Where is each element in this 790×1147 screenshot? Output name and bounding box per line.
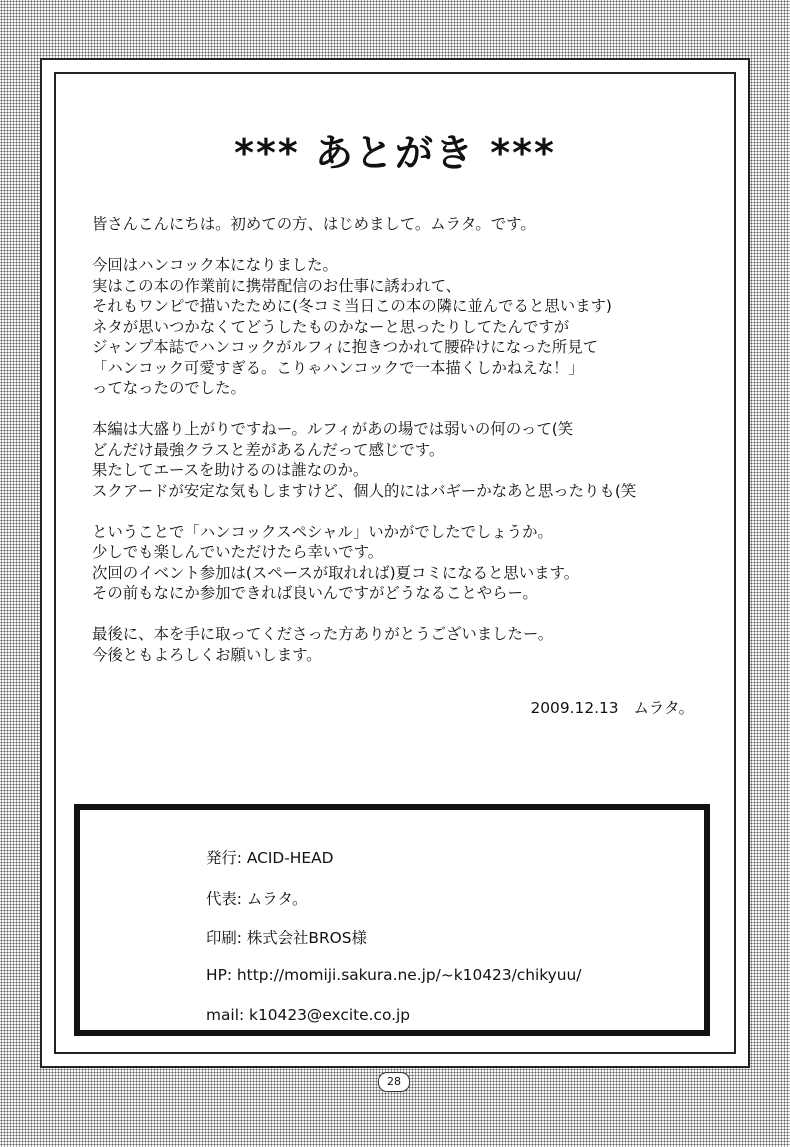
paragraph-closing bbox=[92, 522, 732, 604]
colophon-representative: 代表: ムラタ。 bbox=[206, 890, 308, 908]
text-line: 今後ともよろしくお願いします。 bbox=[92, 645, 322, 664]
text-line: ジャンプ本誌でハンコックがルフィに抱きつかれて腰砕けになった所見て bbox=[92, 338, 599, 356]
colophon-publisher: 発行: ACID-HEAD bbox=[206, 849, 334, 867]
text-line: それもワンピで描いたために(冬コミ当日この本の隣に並んでると思います) bbox=[92, 297, 612, 315]
text-line: 実はこの本の作業前に携帯配信のお仕事に誘われて、 bbox=[92, 276, 462, 295]
text-line: 本編は大盛り上がりですねー。ルフィがあの場では弱いの何のって(笑 bbox=[92, 420, 574, 438]
colophon-printer: 印刷: 株式会社BROS様 bbox=[206, 929, 367, 947]
colophon-homepage: HP: http://momiji.sakura.ne.jp/~k10423/chikyuu/ bbox=[206, 966, 582, 984]
text-line: どんだけ最強クラスと差があるんだって感じです。 bbox=[92, 440, 445, 459]
afterword-body bbox=[92, 214, 732, 686]
text-line: 次回のイベント参加は(スペースが取れれば)夏コミになると思います。 bbox=[92, 563, 580, 582]
text-line: ということで「ハンコックスペシャル」いかがでしたでしょうか。 bbox=[92, 522, 553, 541]
paragraph-greeting bbox=[92, 214, 732, 235]
paragraph-story bbox=[92, 419, 732, 501]
signature-date: 2009.12.13 bbox=[530, 699, 619, 717]
text-line: 今回はハンコック本になりました。 bbox=[92, 256, 338, 274]
text-line: 「ハンコック可愛すぎる。こりゃハンコックで一本描くしかねえな！」 bbox=[92, 358, 584, 377]
colophon-box bbox=[74, 804, 710, 1036]
page-number: 28 bbox=[378, 1072, 410, 1092]
paragraph-intro bbox=[92, 255, 732, 399]
inner-frame bbox=[54, 72, 736, 1054]
text-line: ネタが思いつかなくてどうしたものかなーと思ったりしてたんですが bbox=[92, 317, 570, 336]
page-frame bbox=[40, 58, 750, 1068]
text-line: 果たしてエースを助けるのは誰なのか。 bbox=[92, 461, 369, 479]
signature-author: ムラタ。 bbox=[633, 699, 694, 717]
page-title: *** あとがき *** bbox=[234, 131, 556, 175]
colophon-mail: mail: k10423@excite.co.jp bbox=[206, 1006, 411, 1024]
text-line: 少しでも楽しんでいただけたら幸いです。 bbox=[92, 543, 384, 561]
text-line: ってなったのでした。 bbox=[92, 379, 246, 397]
signature bbox=[530, 696, 694, 718]
text-line: 最後に、本を手に取ってくださった方ありがとうございましたー。 bbox=[92, 625, 554, 643]
text-line: その前もなにか参加できれば良いんですがどうなることやらー。 bbox=[92, 584, 538, 602]
paragraph-thanks bbox=[92, 624, 732, 665]
text-line: スクアードが安定な気もしますけど、個人的にはバギーかなあと思ったりも(笑 bbox=[92, 481, 637, 500]
text-line: 皆さんこんにちは。初めての方、はじめまして。ムラタ。です。 bbox=[92, 215, 536, 233]
